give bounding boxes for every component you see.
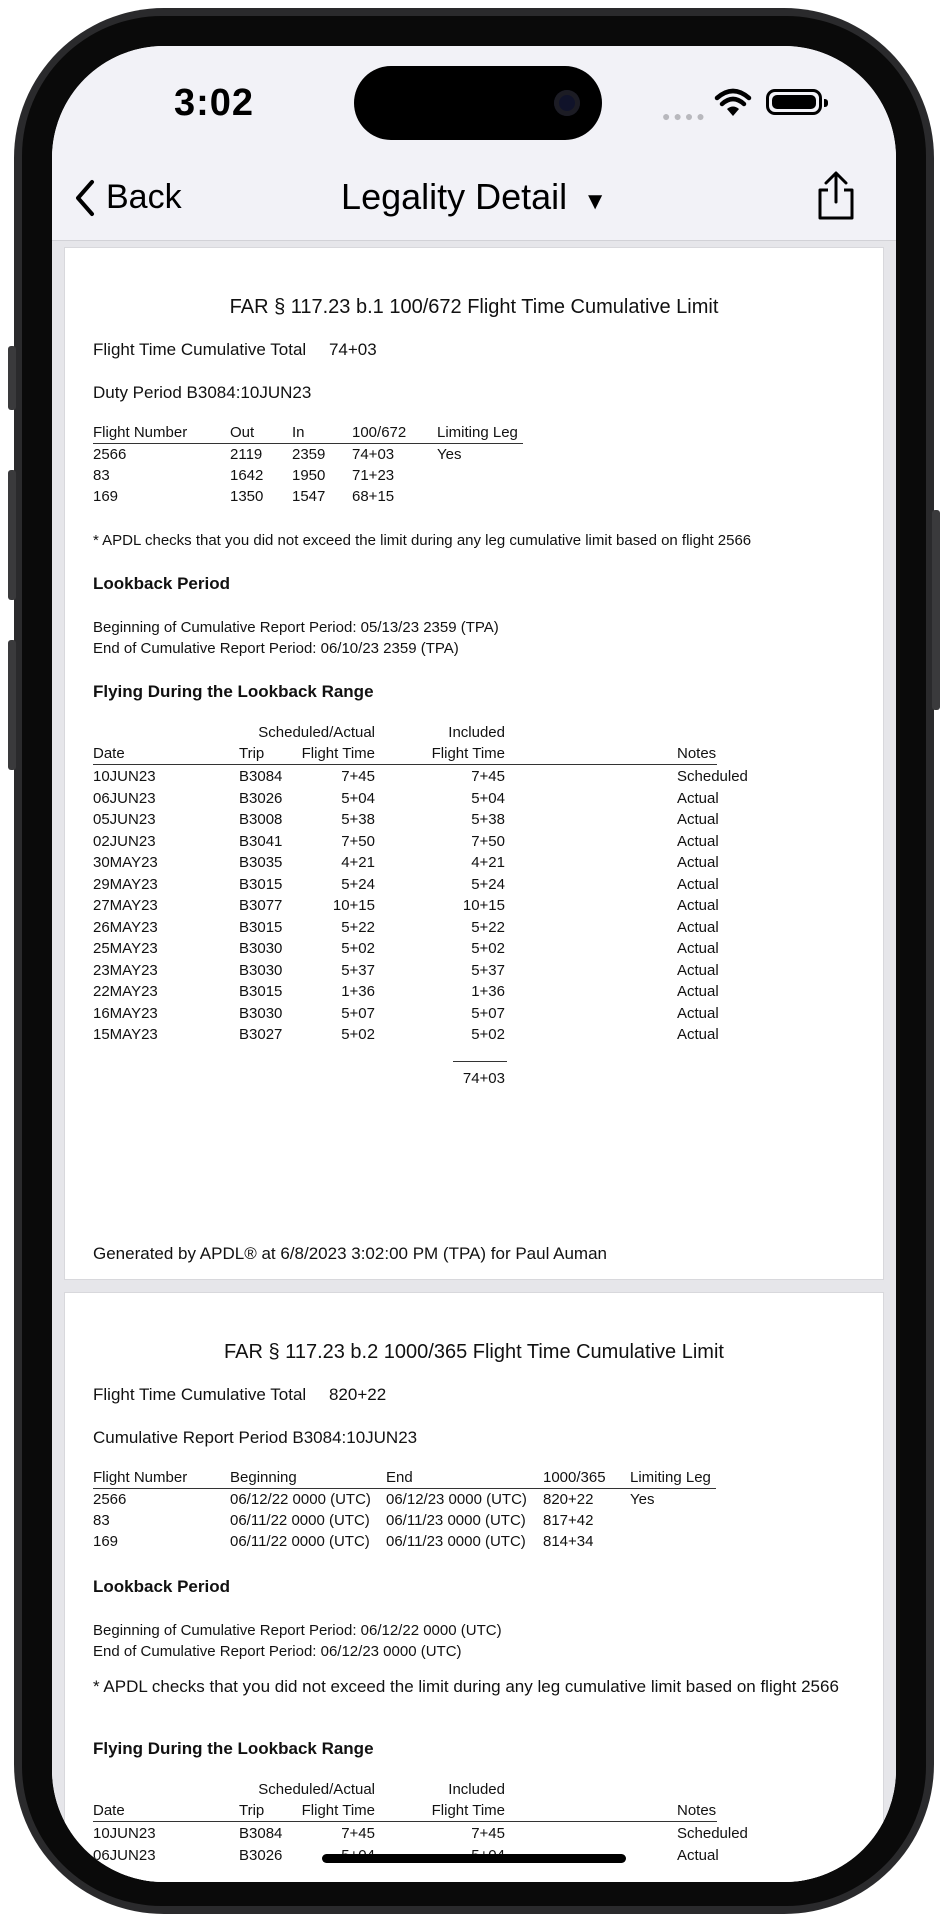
lookback-end: End of Cumulative Report Period: 06/10/23 2359 (TPA) [93,640,459,657]
table-cell: 22MAY23 [93,983,158,1000]
table-cell: B3077 [239,897,283,914]
table-cell: Yes [437,446,462,463]
table-cell: 02JUN23 [93,832,156,850]
phone-screen [52,46,896,1882]
table-cell: 5+38 [341,811,375,828]
table-cell: Actual [677,1004,719,1022]
table-cell: 06/12/23 0000 (UTC) [386,1491,527,1508]
col-header-notes: Notes [677,1802,717,1819]
header-underline [93,764,717,765]
cumulative-total-value: 74+03 [328,340,377,359]
report-page-2 [64,1292,884,1882]
header-underline [93,1821,717,1822]
lookback-heading: Lookback Period [93,1577,230,1596]
home-indicator[interactable] [322,1854,626,1863]
table-cell: 06/11/22 0000 (UTC) [230,1533,370,1550]
volume-up-button [8,470,16,600]
table-cell: 7+45 [341,1825,375,1842]
lookback-end: End of Cumulative Report Period: 06/12/23 0000 (UTC) [93,1643,462,1660]
table-cell: 71+23 [352,467,395,484]
status-bar [52,46,896,152]
table-cell: B3026 [239,789,283,807]
table-cell: 10JUN23 [93,768,156,785]
table-cell: Actual [677,940,719,957]
wifi-icon [714,88,752,118]
generated-footer: Generated by APDL® at 6/8/2023 3:02:00 PM (TPA) for Paul Auman [93,1244,608,1263]
col-header-1000-365: 1000/365 [543,1469,606,1486]
table-cell: Actual [677,1846,719,1864]
table-cell: 23MAY23 [93,961,158,979]
table-cell: 10+15 [462,897,505,914]
cumulative-total-row [93,1385,386,1405]
col-header-scheduled-actual: Scheduled/Actual [258,724,375,741]
table-cell: B3030 [239,961,283,979]
table-cell: 5+02 [471,940,505,957]
table-cell: 7+45 [471,1825,505,1842]
table-cell: Actual [677,811,719,828]
col-header-flight-number: Flight Number [93,1469,188,1486]
table-cell: 5+37 [471,961,505,979]
table-cell: Scheduled [677,768,748,785]
table-cell: Actual [677,897,719,914]
col-header-flight-time: Flight Time [301,1802,375,1819]
table-cell: 817+42 [543,1512,594,1529]
back-label: Back [106,178,182,216]
table-cell: 06JUN23 [93,789,156,807]
table-cell: 26MAY23 [93,918,158,936]
table-cell: Actual [677,789,719,807]
flying-heading: Flying During the Lookback Range [93,1739,374,1758]
table-cell: 2359 [292,446,326,463]
table-cell: Actual [677,918,719,936]
table-cell: 5+38 [471,811,505,828]
table-cell: 68+15 [352,488,395,505]
table-cell: B3084 [239,1825,283,1842]
col-header-limiting-leg: Limiting Leg [437,424,518,441]
table-cell: B3030 [239,940,283,957]
table-cell: 5+02 [471,1026,505,1043]
cumulative-report-period: Cumulative Report Period B3084:10JUN23 [93,1428,418,1447]
table-cell: B3015 [239,918,283,936]
table-cell: 10JUN23 [93,1825,156,1842]
col-header-limiting-leg: Limiting Leg [630,1469,711,1486]
table-cell: 4+21 [471,854,505,871]
col-header-end: End [386,1469,413,1486]
table-cell: 1642 [230,467,264,484]
table-cell: 1350 [230,488,264,505]
table-cell: 814+34 [543,1533,594,1550]
cumulative-total-label: Flight Time Cumulative Total [93,1385,307,1404]
table-cell: 5+37 [341,961,375,979]
table-cell: 5+22 [341,918,375,936]
col-header-included-flight-time: Flight Time [431,1802,505,1819]
col-header-in: In [292,424,305,441]
col-header-included-flight-time: Flight Time [431,745,505,762]
flying-total: 74+03 [462,1070,505,1087]
table-cell: 5+04 [471,789,505,807]
table-cell: 1547 [292,488,326,505]
table-cell: B3084 [239,768,283,785]
table-cell: 25MAY23 [93,940,158,957]
col-header-trip: Trip [239,745,265,762]
table-cell: Actual [677,1026,719,1043]
navigation-bar [52,152,896,241]
table-cell: B3008 [239,811,283,828]
table-cell: 1+36 [341,983,375,1000]
table-cell: 06/11/23 0000 (UTC) [386,1533,526,1550]
col-header-date: Date [93,745,125,762]
table-cell: 5+02 [341,940,375,957]
page-title[interactable] [52,176,896,218]
table-cell: B3015 [239,875,283,893]
table-cell: 5+02 [341,1026,375,1043]
table-cell: 5+24 [341,875,375,893]
table-cell: 06JUN23 [93,1846,156,1864]
report-title: FAR § 117.23 b.1 100/672 Flight Time Cumulative Limit [229,296,719,318]
report-page-1 [64,247,884,1280]
table-cell: Yes [630,1491,655,1508]
col-header-date: Date [93,1802,125,1819]
table-cell: 74+03 [352,446,395,463]
camera-icon [554,90,580,116]
table-cell: 27MAY23 [93,897,158,914]
table-cell: 10+15 [332,897,375,914]
table-cell: 1950 [292,467,326,484]
table-cell: B3041 [239,832,283,850]
table-cell: 7+50 [341,832,375,850]
table-cell: 06/11/22 0000 (UTC) [230,1512,370,1529]
table-cell: 16MAY23 [93,1004,158,1022]
lookback-begin: Beginning of Cumulative Report Period: 05/13/23 2359 (TPA) [93,619,499,636]
table-cell: 5+22 [471,918,505,936]
table-cell: B3035 [239,854,283,871]
power-button [932,510,940,710]
col-header-trip: Trip [239,1802,265,1819]
page-title-text: Legality Detail [341,176,568,217]
table-cell: 7+45 [471,768,505,785]
cellular-signal-icon: ●●●● [662,108,708,124]
table-cell: 5+07 [341,1004,375,1022]
table-cell: B3026 [239,1846,283,1864]
battery-icon [766,89,822,115]
total-rule [453,1061,507,1062]
header-underline [93,1488,716,1489]
col-header-out: Out [230,424,255,441]
table-cell: 30MAY23 [93,854,158,871]
table-cell: Actual [677,854,719,871]
apdl-note: * APDL checks that you did not exceed the limit during any leg cumulative limit based on flight 2566 [93,532,752,549]
table-cell: 15MAY23 [93,1026,158,1043]
dropdown-caret-icon: ▼ [583,188,607,215]
report-title: FAR § 117.23 b.2 1000/365 Flight Time Cumulative Limit [224,1341,724,1363]
report-scroll-view[interactable] [52,241,896,1882]
table-cell: 2566 [93,446,127,463]
flying-heading: Flying During the Lookback Range [93,682,374,701]
table-cell: Scheduled [677,1825,748,1842]
table-cell: B3027 [239,1026,283,1043]
col-header-included: Included [448,724,505,741]
apdl-note: * APDL checks that you did not exceed the limit during any leg cumulative limit based on flight 2566 [93,1677,839,1696]
mute-switch [8,346,16,410]
table-cell: 169 [93,488,119,505]
table-cell: 06/11/23 0000 (UTC) [386,1512,526,1529]
table-cell: 5+24 [471,875,505,893]
cumulative-total-label: Flight Time Cumulative Total [93,340,307,359]
table-cell: Actual [677,875,719,893]
col-header-flight-number: Flight Number [93,424,188,441]
header-underline [93,443,523,444]
dynamic-island [354,66,602,140]
table-cell: 2566 [93,1491,127,1508]
table-cell: 5+07 [471,1004,505,1022]
table-cell: 5+04 [341,789,375,807]
table-cell: 4+21 [341,854,375,871]
table-cell: 820+22 [543,1491,594,1508]
table-cell: B3030 [239,1004,283,1022]
table-cell: 7+50 [471,832,505,850]
col-header-flight-time: Flight Time [301,745,375,762]
table-cell: 29MAY23 [93,875,158,893]
col-header-notes: Notes [677,745,717,762]
cumulative-total-value: 820+22 [328,1385,387,1404]
table-cell: 06/12/22 0000 (UTC) [230,1491,371,1508]
table-cell: 1+36 [471,983,505,1000]
col-header-100-672: 100/672 [352,424,407,441]
lookback-begin: Beginning of Cumulative Report Period: 06/12/22 0000 (UTC) [93,1622,502,1639]
table-cell: 05JUN23 [93,811,156,828]
share-button[interactable] [814,170,858,222]
table-cell: 83 [93,1512,110,1529]
table-cell: 2119 [230,446,263,463]
table-cell: Actual [677,983,719,1000]
col-header-scheduled-actual: Scheduled/Actual [258,1781,375,1798]
table-cell: 83 [93,467,110,484]
col-header-included: Included [448,1781,505,1798]
duty-period: Duty Period B3084:10JUN23 [93,383,312,402]
table-cell: B3015 [239,983,283,1000]
table-cell: Actual [677,832,719,850]
table-cell: 169 [93,1533,119,1550]
table-cell: Actual [677,961,719,979]
status-time: 3:02 [174,82,255,124]
cumulative-total-row [93,340,377,360]
col-header-beginning: Beginning [230,1469,297,1486]
lookback-heading: Lookback Period [93,574,230,593]
table-cell: 7+45 [341,768,375,785]
volume-down-button [8,640,16,770]
